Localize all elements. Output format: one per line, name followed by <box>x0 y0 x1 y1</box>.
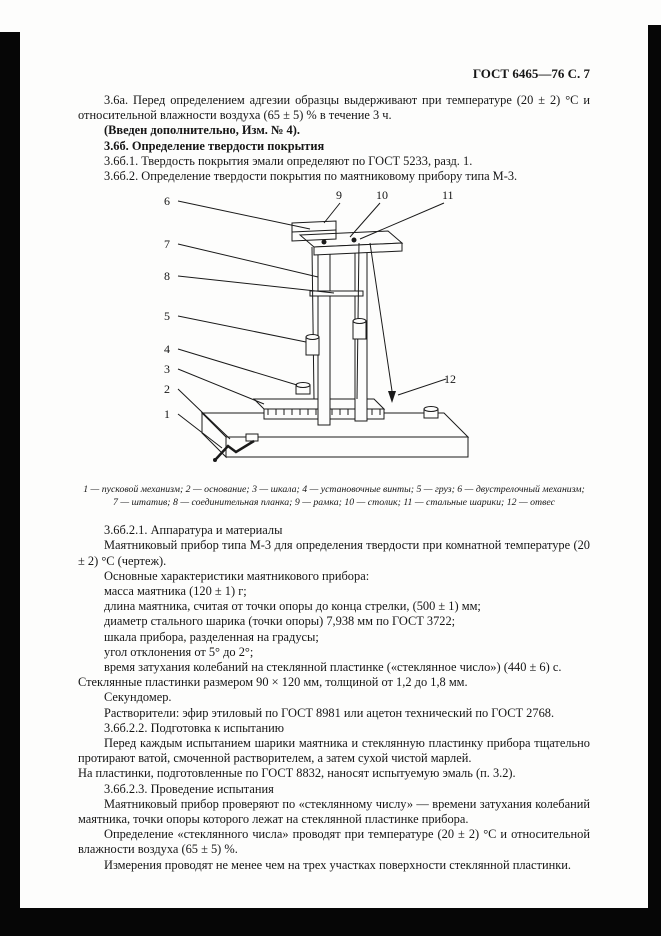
paragraph: 3.6а. Перед определением адгезии образцы выдерживают при температуре (20 ± 2) °С и относительной влажности воздуха (65 ± 5) % в течение 3 ч. <box>78 93 590 123</box>
paragraph: На пластинки, подготовленные по ГОСТ 8832, наносят испытуемую эмаль (п. 3.2). <box>78 766 516 781</box>
paragraph: Определение «стеклянного числа» проводят при температуре (20 ± 2) °С и относительной влажности воздуха (65 ± 5) %. <box>78 827 590 857</box>
callout-1: 1 <box>164 407 170 422</box>
paragraph: длина маятника, считая от точки опоры до конца стрелки, (500 ± 1) мм; <box>104 599 481 614</box>
paragraph: диаметр стального шарика (точки опоры) 7,938 мм по ГОСТ 3722; <box>104 614 456 629</box>
section-heading: 3.6б. Определение твердости покрытия <box>104 138 325 153</box>
paragraph: 3.6б.2. Определение твердости покрытия по маятниковому прибору типа М-3. <box>104 169 518 184</box>
figure-pendulum-device <box>78 187 590 479</box>
paragraph: 3.6б.2.3. Проведение испытания <box>104 781 274 796</box>
paragraph: Секундомер. <box>104 690 172 705</box>
callout-4: 4 <box>164 342 170 357</box>
callout-8: 8 <box>164 269 170 284</box>
callout-3: 3 <box>164 362 170 377</box>
plumb-bob <box>370 243 396 403</box>
scan-edge-left <box>0 32 20 936</box>
paragraph: Растворители: эфир этиловый по ГОСТ 8981 или ацетон технический по ГОСТ 2768. <box>104 705 555 720</box>
callout-11: 11 <box>442 188 454 203</box>
callout-5: 5 <box>164 309 170 324</box>
paragraph: 3.6б.2.1. Аппаратура и материалы <box>104 523 283 538</box>
paragraph: Маятниковый прибор типа М-3 для определения твердости при комнатной температуре (20 ± 2) °С (чертеж). <box>78 538 590 568</box>
paragraph: шкала прибора, разделенная на градусы; <box>104 629 319 644</box>
callout-6: 6 <box>164 194 170 209</box>
callout-9: 9 <box>336 188 342 203</box>
callout-7: 7 <box>164 237 170 252</box>
paragraph: угол отклонения от 5° до 2°; <box>104 644 254 659</box>
paragraph: 3.6б.2.2. Подготовка к испытанию <box>104 720 284 735</box>
paragraph: Стеклянные пластинки размером 90 × 120 мм, толщиной от 1,2 до 1,8 мм. <box>78 675 468 690</box>
base-shape <box>202 413 468 457</box>
paragraph: Перед каждым испытанием шарики маятника и стеклянную пластинку прибора тщательно протирают ватой, смоченной растворителем, а затем сухой чистой марлей. <box>78 736 590 766</box>
figure-drawing <box>78 187 590 479</box>
figure-caption <box>78 484 590 509</box>
paragraph: время затухания колебаний на стеклянной пластинке («стеклянное число») (440 ± 6) с. <box>104 660 562 675</box>
paragraph: (Введен дополнительно, Изм. № 4). <box>104 123 300 138</box>
scan-edge-right <box>648 25 661 936</box>
callout-2: 2 <box>164 382 170 397</box>
page-content <box>78 66 590 873</box>
callout-12: 12 <box>444 372 456 387</box>
scan-edge-bottom <box>0 908 661 936</box>
paragraph: масса маятника (120 ± 1) г; <box>104 584 247 599</box>
page-header: ГОСТ 6465—76 С. 7 <box>472 66 590 81</box>
paragraph: Измерения проводят не менее чем на трех участках поверхности стеклянной пластинки. <box>104 857 571 872</box>
callout-10: 10 <box>376 188 388 203</box>
figure-caption-line1: 1 — пусковой механизм; 2 — основание; 3 — шкала; 4 — установочные винты; 5 — груз; 6 — двустрелочный механизм; <box>83 484 585 496</box>
figure-caption-line2: 7 — штатив; 8 — соединительная планка; 9 — рамка; 10 — столик; 11 — стальные шарики; 12 — отвес <box>113 496 555 508</box>
paragraph: Основные характеристики маятникового прибора: <box>104 568 370 583</box>
paragraph: Маятниковый прибор проверяют по «стеклянному числу» — времени затухания колебаний маятника, точки опоры которого лежат на стеклянной пластинке прибора. <box>78 796 590 827</box>
paragraph: 3.6б.1. Твердость покрытия эмали определяют по ГОСТ 5233, разд. 1. <box>104 153 473 168</box>
table-plate <box>300 231 402 255</box>
